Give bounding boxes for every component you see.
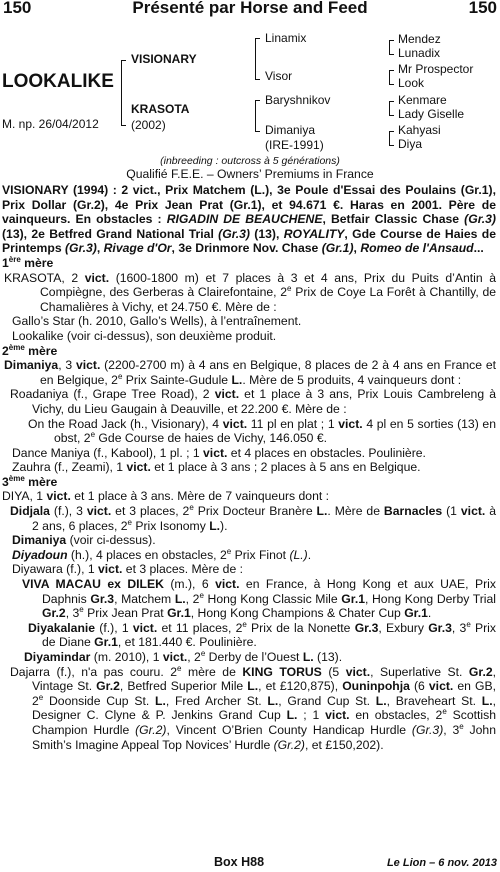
- page-number-right: 150: [468, 0, 497, 17]
- ancestor-6: Lady Giselle: [398, 107, 465, 121]
- bracket-g4: [389, 131, 394, 146]
- bracket-parents: [121, 60, 126, 126]
- catalogue-text: [2, 183, 496, 752]
- sire-sire: Linamix: [265, 31, 307, 45]
- second-dam-heading: 2ème mère: [2, 342, 58, 358]
- sire-name: VISIONARY: [131, 52, 197, 66]
- produce-zauhra: Zauhra (f., Zeami), 1 vict. et 1 place à 3 ans ; 2 places à 5 ans en Belgique.: [12, 460, 421, 475]
- page-header: [0, 1, 500, 21]
- produce-gallos-star: Gallo’s Star (h. 2010, Gallo’s Wells), à l’entraînement.: [12, 314, 302, 329]
- ancestor-2: Lunadix: [398, 46, 441, 60]
- inbreeding-note: (inbreeding : outcross à 5 générations): [160, 155, 340, 167]
- bracket-g2: [389, 70, 394, 85]
- dam-dam-note: (IRE-1991): [265, 138, 324, 152]
- produce-on-the-road-jack: On the Road Jack (h., Visionary), 4 vict. 11 pl en plat ; 1 vict. 4 pl en 5 sorties (13) en obst, 2e Gde Course de haies de Vichy, 146.050 €.: [28, 416, 496, 446]
- dam-year: (2002): [131, 118, 166, 132]
- ancestor-8: Diya: [398, 137, 423, 151]
- produce-dajarra: Dajarra (f.), n'a pas couru. 2e mère de KING TORUS (5 vict., Superlative St. Gr.2, Vintage St. Gr.2, Betfred Superior Mile L., et £120,875), Ouninpohja (6 vict. en GB, 2e Doonside Cup St. L., Fred Archer St. L., Grand Cup St. L., Braveheart St. L., Designer C. Clyne & P. Jenkins Grand Cup L. ; 1 vict. en obstacles, 2e Scottish Champion Hurdle (Gr.2), Vincent O’Brien County Handicap Hurdle (Gr.3), 3e John Smith’s Imagine Appeal Top Novices’ Hurdle (Gr.2), et £150,202).: [10, 663, 497, 752]
- dam-sire: Baryshnikov: [265, 93, 331, 107]
- sire-dam: Visor: [265, 69, 293, 83]
- produce-didjala: Didjala (f.), 3 vict. et 3 places, 2e Prix Docteur Branère L.. Mère de Barnacles (1 vict. à 2 ans, 6 places, 2e Prix Isonomy L.).: [10, 503, 497, 533]
- dam-dam: Dimaniya: [265, 123, 316, 137]
- ancestor-1: Mendez: [398, 32, 441, 46]
- ancestor-7: Kahyasi: [398, 123, 441, 137]
- first-dam-heading: 1ère mère: [2, 254, 54, 270]
- produce-roadaniya: Roadaniya (f., Grape Tree Road), 2 vict. et 1 place à 3 ans, Prix Louis Cambreleng à Vichy, du Lieu Gaugain à Deauville, et 22.200 €. Mère de :: [10, 387, 496, 416]
- ancestor-4: Look: [398, 76, 425, 90]
- page-footer: [0, 855, 500, 871]
- first-dam-text: KRASOTA, 2 vict. (1600-1800 m) et 7 places à 3 et 4 ans, Prix du Puits d’Antin à Compiègne, des Gerberas à Clairefontaine, 2e Prix de Coye La Forêt à Chantilly, de Chamalières à Vichy, et 24.750 €. Mère de :: [4, 270, 497, 314]
- qualification: Qualifié F.E.E. – Owners’ Premiums in France: [126, 167, 374, 181]
- produce-diyawara: Diyawara (f.), 1 vict. et 3 places. Mère de :: [12, 562, 243, 577]
- third-dam-heading: 3ème mère: [2, 473, 58, 489]
- horse-name: LOOKALIKE: [2, 71, 114, 92]
- sire-record: VISIONARY (1994) : 2 vict., Prix Matchem (L.), 3e Poule d'Essai des Poulains (Gr.1), Prix Dollar (Gr.2), 4e Prix Jean Prat (Gr.1), et 94.671 €. Haras en 2001. Père de vainqueurs. En obstacles : RIGADIN DE BEAUCHENE, Betfair Classic Chase (Gr.3) (13), 2e Betfred Grand National Trial (Gr.3) (13), ROYALITY, Gde Course de Haies de Printemps (Gr.3), Rivage d'Or, 3e Drinmore Nov. Chase (Gr.1), Romeo de l'Ansaud...: [2, 183, 496, 256]
- bracket-dam: [255, 100, 260, 132]
- dam-name: KRASOTA: [131, 102, 190, 116]
- produce-diyamindar: Diyamindar (m. 2010), 1 vict., 2e Derby de l’Ouest L. (13).: [24, 648, 343, 664]
- produce-dimaniya: Dimaniya (voir ci-dessus).: [12, 533, 156, 548]
- page-number-left: 150: [3, 0, 32, 17]
- bracket-g1: [389, 40, 394, 55]
- bracket-sire: [255, 38, 260, 80]
- produce-dance-maniya: Dance Maniya (f., Kabool), 1 pl. ; 1 vict. et 4 places en obstacles. Poulinière.: [12, 445, 426, 460]
- produce-viva-macau: VIVA MACAU ex DILEK (m.), 6 vict. en France, à Hong Kong et aux UAE, Prix Daphnis Gr.3, Matchem L., 2e Hong Kong Classic Mile Gr.1, Hong Kong Derby Trial Gr.2, 3e Prix Jean Prat Gr.1, Hong Kong Champions & Chater Cup Gr.1.: [22, 577, 496, 621]
- ancestor-5: Kenmare: [398, 93, 447, 107]
- sale-date: Le Lion – 6 nov. 2013: [386, 857, 497, 869]
- horse-birth: M. np. 26/04/2012: [2, 117, 99, 131]
- bracket-g3: [389, 101, 394, 116]
- produce-lookalike: Lookalike (voir ci-dessus), son deuxième produit.: [12, 328, 277, 343]
- page-title: Présenté par Horse and Feed: [132, 0, 368, 17]
- produce-diyadoun: Diyadoun (h.), 4 places en obstacles, 2e Prix Finot (L.).: [12, 546, 312, 562]
- second-dam-text: Dimaniya, 3 vict. (2200-2700 m) à 4 ans en Belgique, 8 places de 2 à 4 ans en France et en Belgique, 2e Prix Sainte-Gudule L.. Mère de 5 produits, 4 vainqueurs dont :: [4, 358, 496, 387]
- box-number: Box H88: [214, 855, 265, 869]
- third-dam-text: DIYA, 1 vict. et 1 place à 3 ans. Mère de 7 vainqueurs dont :: [2, 489, 330, 504]
- ancestor-3: Mr Prospector: [398, 62, 474, 76]
- produce-diyakalanie: Diyakalanie (f.), 1 vict. et 11 places, 2e Prix de la Nonette Gr.3, Exbury Gr.3, 3e Prix de Diane Gr.1, et 181.440 €. Poulinière.: [28, 619, 496, 650]
